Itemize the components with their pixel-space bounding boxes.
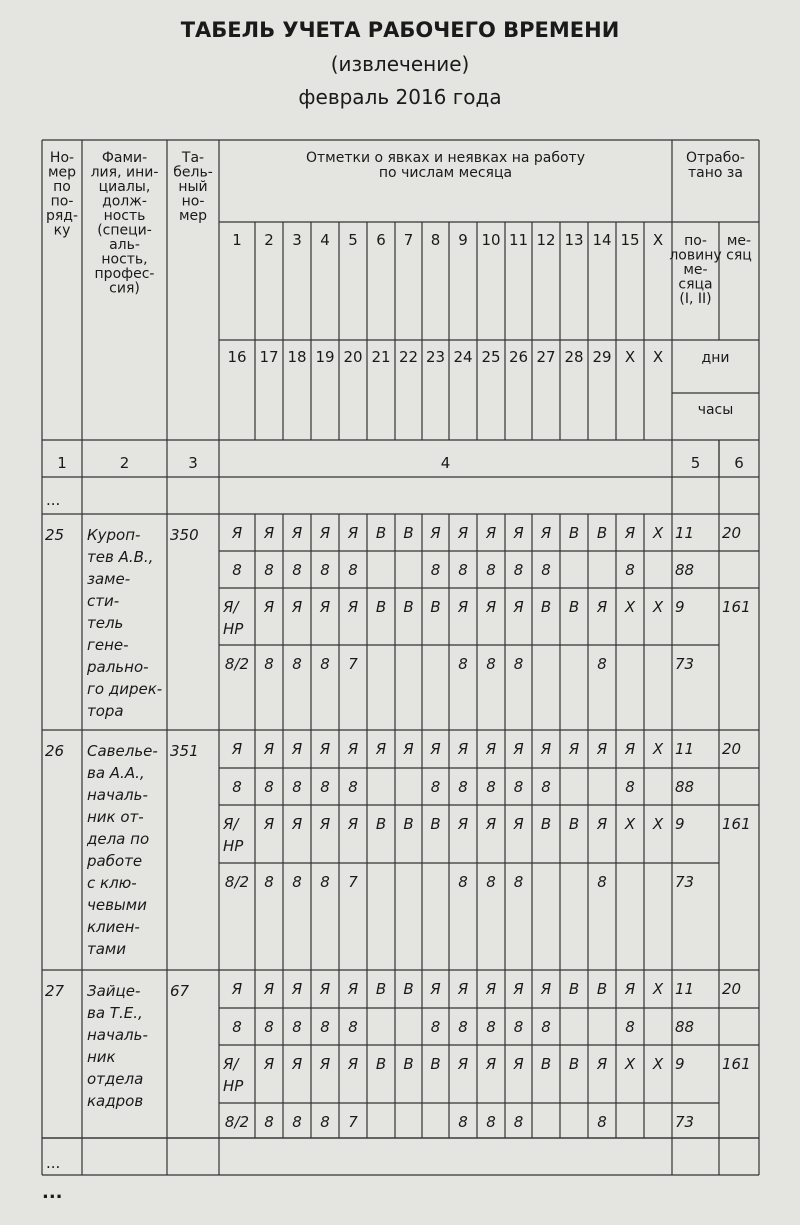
month-hours: 161: [722, 815, 751, 833]
employee-name: кадров: [87, 1092, 144, 1110]
mark-cell: Я: [263, 740, 275, 758]
mark-cell: В: [403, 1055, 414, 1073]
mark-cell: В: [568, 1055, 580, 1073]
mark-cell: 8: [430, 1018, 441, 1036]
column-number: 5: [690, 454, 701, 472]
mark-cell: 8/2: [224, 873, 250, 891]
mark-cell: 8: [597, 655, 607, 673]
header-col1: мер: [47, 164, 77, 181]
employee-name: ва Т.Е.,: [87, 1004, 143, 1022]
mark-cell: Я: [347, 1055, 359, 1073]
mark-cell: 8: [486, 873, 496, 891]
mark-cell: Я: [540, 980, 552, 998]
header-col3: ный: [178, 179, 208, 195]
mark-cell: Я: [513, 740, 524, 758]
mark-cell: Я: [568, 740, 580, 758]
mark-cell: Я: [624, 740, 636, 758]
mark-cell: 8: [513, 778, 524, 796]
column-number: 4: [440, 454, 451, 472]
mark-cell: 8: [541, 778, 551, 796]
employee-name: Савелье-: [87, 742, 158, 760]
mark-cell: Я: [485, 980, 497, 998]
half1-days: 11: [675, 740, 695, 758]
day-number: 16: [227, 348, 247, 366]
mark-cell: Я: [540, 524, 552, 542]
day-number: 2: [264, 231, 274, 249]
employee-name: чевыми: [87, 896, 147, 914]
employee-name: тев А.В.,: [87, 548, 154, 566]
mark-cell: Я: [513, 980, 524, 998]
mark-cell: В: [403, 980, 414, 998]
employee-name: клиен-: [87, 918, 140, 936]
header-col3: бель-: [173, 164, 213, 181]
mark-cell: 8/2: [224, 655, 250, 673]
employee-name: ник: [87, 1048, 116, 1066]
employee-name: тами: [87, 940, 126, 958]
header-col2: профес-: [94, 266, 155, 282]
day-number: 19: [315, 348, 335, 366]
mark-cell: Я: [231, 740, 243, 758]
mark-cell: В: [596, 980, 608, 998]
mark-cell: В: [540, 598, 552, 616]
day-number: 27: [536, 348, 556, 366]
mark-cell: Я: [596, 1055, 608, 1073]
mark-cell: 8: [264, 873, 274, 891]
document-title: ТАБЕЛЬ УЧЕТА РАБОЧЕГО ВРЕМЕНИ: [180, 18, 620, 42]
mark-cell: В: [596, 524, 608, 542]
mark-cell: Я: [375, 740, 387, 758]
header-half: ловину: [669, 247, 722, 264]
mark-cell: В: [375, 815, 387, 833]
mark-cell: Я: [263, 1055, 275, 1073]
mark-cell: Я: [457, 740, 469, 758]
mark-cell: 8: [597, 873, 607, 891]
employee-tab-number: 67: [170, 982, 190, 1000]
mark-cell: Я: [540, 740, 552, 758]
mark-cell: В: [568, 524, 580, 542]
document-period: февраль 2016 года: [298, 85, 502, 109]
mark-cell: 8: [292, 873, 302, 891]
day-number: 25: [481, 348, 501, 366]
employee-number: 26: [45, 742, 65, 760]
employee-number: 27: [45, 982, 65, 1000]
mark-cell: Я: [430, 524, 441, 542]
mark-cell: Х: [652, 815, 664, 833]
day-number: 3: [292, 231, 302, 249]
mark-cell: 8: [486, 778, 496, 796]
mark-cell: В: [403, 598, 414, 616]
mark-cell: 8: [458, 778, 468, 796]
mark-cell: 8: [486, 655, 496, 673]
mark-cell: Х: [624, 1055, 636, 1073]
month-days: 20: [722, 740, 742, 758]
day-number: Х: [652, 231, 664, 249]
day-number: 14: [592, 231, 612, 249]
header-col3: Та-: [181, 150, 205, 166]
mark-cell: 8: [513, 655, 524, 673]
mark-cell: 8: [320, 655, 330, 673]
mark-cell: Я: [263, 524, 275, 542]
employee-name: работе: [87, 852, 143, 870]
mark-cell: В: [430, 598, 441, 616]
mark-cell: Я: [347, 740, 359, 758]
day-number: 17: [259, 348, 279, 366]
employee-name: заме-: [87, 570, 131, 588]
day-number: Х: [624, 348, 636, 366]
mark-cell: Я: [457, 524, 469, 542]
mark-cell: Я: [457, 598, 469, 616]
mark-cell: Я: [291, 524, 303, 542]
header-col2: циалы,: [98, 179, 151, 195]
mark-cell: Я: [291, 740, 303, 758]
employee-name: ник от-: [87, 808, 144, 826]
header-col1: Но-: [49, 150, 75, 166]
mark-cell: 8: [513, 1113, 524, 1131]
employee-name: ва А.А.,: [87, 764, 145, 782]
header-col2: долж-: [102, 193, 147, 210]
header-col2: (специ-: [97, 222, 152, 239]
mark-cell: Я: [319, 815, 331, 833]
mark-cell: 8: [320, 561, 330, 579]
mark-cell: Х: [652, 980, 664, 998]
mark-cell: 8: [264, 778, 274, 796]
mark-cell: Я: [513, 815, 524, 833]
day-number: 4: [320, 231, 330, 249]
mark-cell: 8: [292, 1018, 302, 1036]
employee-name: гене-: [87, 636, 129, 654]
header-month: ме-: [726, 233, 752, 249]
ellipsis-row: ...: [46, 1154, 61, 1172]
header-col2: лия, ини-: [90, 164, 159, 181]
mark-cell: 8/2: [224, 1113, 250, 1131]
employee-tab-number: 350: [170, 526, 199, 544]
mark-cell: В: [375, 524, 387, 542]
employee-name: го дирек-: [87, 680, 163, 698]
mark-cell: 8: [513, 873, 524, 891]
mark-cell: Я: [319, 980, 331, 998]
header-worked: Отрабо-: [686, 150, 745, 166]
column-number: 2: [119, 454, 130, 472]
header-month: сяц: [726, 247, 752, 264]
day-number: 15: [620, 231, 640, 249]
mark-cell: 8: [348, 1018, 358, 1036]
employee-tab-number: 351: [170, 742, 199, 760]
half2-hours: 73: [675, 873, 695, 891]
mark-cell: Я: [291, 598, 303, 616]
mark-cell: Я: [485, 598, 497, 616]
column-number: 1: [57, 454, 67, 472]
day-number: 29: [592, 348, 612, 366]
mark-cell: Я: [430, 740, 441, 758]
mark-cell: 8: [320, 873, 330, 891]
header-col2: ность: [103, 208, 146, 224]
mark-cell: 7: [348, 873, 358, 891]
mark-cell: Я: [457, 1055, 469, 1073]
mark-cell: Я: [596, 740, 608, 758]
mark-cell: Я: [457, 980, 469, 998]
mark-cell: 8: [458, 655, 468, 673]
mark-cell: В: [403, 524, 414, 542]
mark-cell: В: [430, 1055, 441, 1073]
header-marks: по числам месяца: [378, 165, 513, 181]
header-col2: ность,: [101, 251, 148, 268]
mark-cell: Я: [457, 815, 469, 833]
mark-cell: Я: [430, 980, 441, 998]
mark-cell: 8: [513, 1018, 524, 1036]
mark-cell: 8: [430, 561, 441, 579]
mark-cell: НР: [223, 1077, 244, 1095]
mark-cell: 8: [541, 1018, 551, 1036]
mark-cell: 8: [232, 561, 242, 579]
day-number: 23: [425, 348, 446, 366]
mark-cell: В: [430, 815, 441, 833]
mark-cell: В: [568, 815, 580, 833]
mark-cell: Я: [596, 598, 608, 616]
header-half: ме-: [683, 262, 708, 278]
mark-cell: 8: [348, 561, 358, 579]
mark-cell: 8: [292, 778, 302, 796]
mark-cell: Я/: [223, 598, 239, 616]
mark-cell: НР: [223, 620, 244, 638]
mark-cell: Я: [263, 980, 275, 998]
day-number: 9: [458, 231, 468, 249]
mark-cell: Я/: [223, 1055, 239, 1073]
mark-cell: В: [540, 815, 552, 833]
mark-cell: 8: [458, 1018, 468, 1036]
header-half: по-: [684, 233, 707, 249]
mark-cell: 7: [348, 1113, 358, 1131]
day-number: 13: [564, 231, 584, 249]
day-number: 21: [371, 348, 391, 366]
header-col2: аль-: [109, 237, 140, 253]
employee-name: с клю-: [87, 874, 137, 892]
mark-cell: Я: [347, 815, 359, 833]
header-col1: ряд-: [45, 208, 79, 224]
mark-cell: В: [540, 1055, 552, 1073]
half1-hours: 88: [675, 778, 695, 796]
header-col1: ку: [53, 222, 71, 239]
mark-cell: Я: [513, 1055, 524, 1073]
employee-name: тель: [87, 614, 124, 632]
mark-cell: 8: [513, 561, 524, 579]
header-half: (I, II): [679, 291, 712, 307]
mark-cell: Я: [291, 980, 303, 998]
header-col2: Фами-: [101, 150, 148, 166]
day-number: Х: [652, 348, 664, 366]
mark-cell: Х: [652, 598, 664, 616]
month-hours: 161: [722, 598, 751, 616]
half2-days: 9: [675, 1055, 685, 1073]
column-number: 6: [734, 454, 744, 472]
mark-cell: Я: [319, 524, 331, 542]
header-hours: часы: [697, 402, 734, 418]
employee-name: отдела: [87, 1070, 144, 1088]
half2-days: 9: [675, 598, 685, 616]
mark-cell: Я: [596, 815, 608, 833]
mark-cell: Я: [319, 598, 331, 616]
mark-cell: 8: [597, 1113, 607, 1131]
half1-hours: 88: [675, 561, 695, 579]
mark-cell: Я: [513, 598, 524, 616]
mark-cell: 8: [292, 1113, 302, 1131]
mark-cell: Я: [513, 524, 524, 542]
mark-cell: 8: [232, 778, 242, 796]
mark-cell: 8: [264, 1018, 274, 1036]
half2-days: 9: [675, 815, 685, 833]
mark-cell: 8: [625, 561, 635, 579]
mark-cell: 8: [292, 655, 302, 673]
mark-cell: Х: [652, 1055, 664, 1073]
mark-cell: 8: [458, 873, 468, 891]
header-col3: но-: [181, 193, 205, 210]
mark-cell: Я: [485, 1055, 497, 1073]
day-number: 6: [376, 231, 386, 249]
day-number: 11: [508, 231, 529, 249]
mark-cell: Я: [319, 740, 331, 758]
mark-cell: Я: [263, 598, 275, 616]
day-number: 22: [398, 348, 419, 366]
mark-cell: Я: [319, 1055, 331, 1073]
day-number: 10: [481, 231, 501, 249]
mark-cell: Я: [347, 524, 359, 542]
employee-name: началь-: [87, 1026, 148, 1044]
half1-days: 11: [675, 980, 695, 998]
mark-cell: Я: [291, 1055, 303, 1073]
employee-name: тора: [87, 702, 124, 720]
mark-cell: В: [403, 815, 414, 833]
mark-cell: Я: [624, 524, 636, 542]
half1-hours: 88: [675, 1018, 695, 1036]
footer-ellipsis: ...: [42, 1182, 63, 1203]
mark-cell: Х: [652, 740, 664, 758]
mark-cell: Я: [403, 740, 414, 758]
mark-cell: 8: [486, 561, 496, 579]
mark-cell: 8: [458, 561, 468, 579]
half2-hours: 73: [675, 1113, 695, 1131]
day-number: 5: [348, 231, 358, 249]
mark-cell: Я: [347, 980, 359, 998]
mark-cell: В: [375, 980, 387, 998]
day-number: 7: [403, 231, 414, 249]
mark-cell: В: [568, 980, 580, 998]
mark-cell: Я: [231, 524, 243, 542]
half2-hours: 73: [675, 655, 695, 673]
mark-cell: 8: [320, 1018, 330, 1036]
mark-cell: 8: [320, 778, 330, 796]
month-days: 20: [722, 980, 742, 998]
header-col2: сия): [109, 280, 140, 297]
mark-cell: 8: [264, 1113, 274, 1131]
mark-cell: В: [375, 1055, 387, 1073]
mark-cell: Х: [624, 598, 636, 616]
employee-name: Куроп-: [87, 526, 141, 544]
header-worked: тано за: [688, 165, 743, 181]
month-days: 20: [722, 524, 742, 542]
day-number: 20: [343, 348, 363, 366]
header-days: дни: [701, 350, 730, 366]
day-number: 26: [508, 348, 529, 366]
day-number: 28: [564, 348, 584, 366]
mark-cell: 8: [348, 778, 358, 796]
day-number: 1: [232, 231, 242, 249]
mark-cell: Я/: [223, 815, 239, 833]
mark-cell: 8: [264, 561, 274, 579]
mark-cell: Х: [624, 815, 636, 833]
mark-cell: Х: [652, 524, 664, 542]
employee-name: началь-: [87, 786, 148, 804]
mark-cell: В: [568, 598, 580, 616]
mark-cell: Я: [485, 524, 497, 542]
day-number: 8: [430, 231, 441, 249]
mark-cell: Я: [485, 740, 497, 758]
mark-cell: В: [375, 598, 387, 616]
mark-cell: 8: [232, 1018, 242, 1036]
mark-cell: 8: [458, 1113, 468, 1131]
mark-cell: Я: [231, 980, 243, 998]
mark-cell: 8: [320, 1113, 330, 1131]
column-number: 3: [188, 454, 198, 472]
employee-name: сти-: [87, 592, 120, 610]
mark-cell: Я: [624, 980, 636, 998]
mark-cell: 8: [625, 778, 635, 796]
mark-cell: НР: [223, 837, 244, 855]
day-number: 18: [287, 348, 307, 366]
day-number: 12: [536, 231, 556, 249]
header-half: сяца: [678, 276, 713, 293]
mark-cell: 8: [541, 561, 551, 579]
day-number: 24: [453, 348, 473, 366]
half1-days: 11: [675, 524, 695, 542]
mark-cell: 8: [264, 655, 274, 673]
header-col1: по: [53, 179, 71, 195]
mark-cell: 8: [625, 1018, 635, 1036]
header-col1: по-: [50, 193, 74, 210]
mark-cell: 8: [430, 778, 441, 796]
mark-cell: Я: [263, 815, 275, 833]
header-col3: мер: [178, 208, 208, 224]
mark-cell: Я: [347, 598, 359, 616]
document-subtitle: (извлечение): [330, 52, 470, 76]
header-marks: Отметки о явках и неявках на работу: [305, 150, 586, 166]
mark-cell: Я: [485, 815, 497, 833]
employee-name: Зайце-: [87, 982, 141, 1000]
mark-cell: 8: [486, 1113, 496, 1131]
employee-number: 25: [45, 526, 65, 544]
mark-cell: 8: [486, 1018, 496, 1036]
employee-name: рально-: [87, 658, 149, 676]
mark-cell: Я: [291, 815, 303, 833]
month-hours: 161: [722, 1055, 751, 1073]
employee-name: дела по: [87, 830, 150, 848]
mark-cell: 8: [292, 561, 302, 579]
ellipsis-row: ...: [46, 491, 61, 509]
mark-cell: 7: [348, 655, 358, 673]
